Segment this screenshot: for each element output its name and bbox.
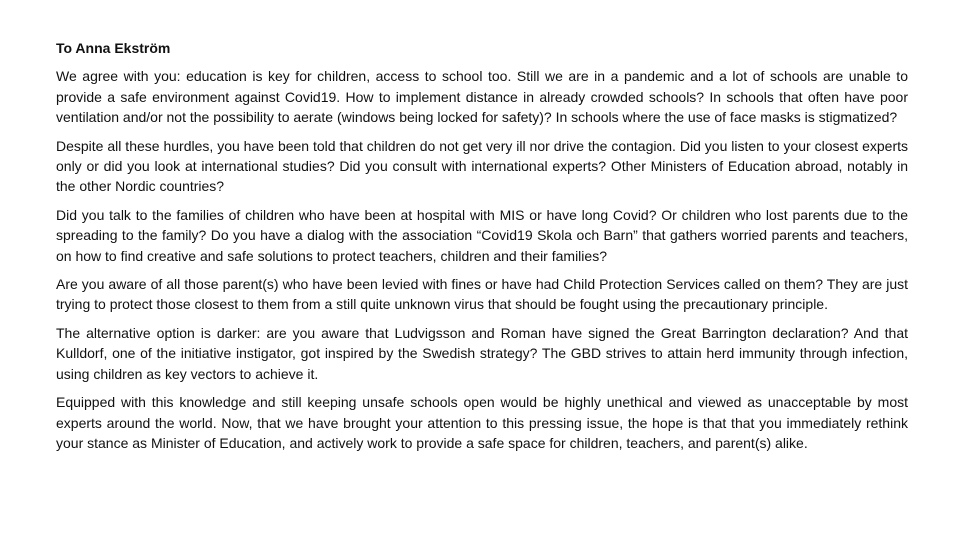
letter-paragraph-4: Are you aware of all those parent(s) who have been levied with fines or have had Child Protection Services called on them? They are just trying to protect those closest to them from a still quite unknown virus that should be fought using the precautionary principle. [56, 276, 908, 313]
letter-paragraph-3: Did you talk to the families of children who have been at hospital with MIS or have long Covid? Or children who lost parents due to the spreading to the family? Do you have a dialog with the association “Covid19 Skola och Barn” that gathers worried parents and teachers, on how to find creative and safe solutions to protect teachers, children and their families? [56, 206, 908, 264]
letter-paragraph-5: The alternative option is darker: are you aware that Ludvigsson and Roman have signed the Great Barrington declaration? And that Kulldorf, one of the initiative instigator, got inspired by the Swedish strategy? The GBD strives to attain herd immunity through infection, using children as key vectors to achieve it. [56, 324, 908, 382]
letter-document [56, 38, 908, 461]
letter-paragraph-2: Despite all these hurdles, you have been told that children do not get very ill nor drive the contagion. Did you listen to your closest experts only or did you look at international studies? Did you consult with international experts? Other Ministers of Education abroad, notably in the other Nordic countries? [56, 137, 908, 195]
letter-paragraph-6: Equipped with this knowledge and still keeping unsafe schools open would be highly unethical and viewed as unacceptable by most experts around the world. Now, that we have brought your attention to this pressing issue, the hope is that that you immediately rethink your stance as Minister of Education, and actively work to provide a safe space for children, teachers, and parent(s) alike. [56, 394, 908, 451]
letter-paragraph-1: We agree with you: education is key for children, access to school too. Still we are in a pandemic and a lot of schools are unable to provide a safe environment against Covid19. How to implement distance in already crowded schools? In schools that often have poor ventilation and/or not the possibility to aerate (windows being locked for safety)? In schools where the use of face masks is stigmatized? [56, 68, 908, 126]
letter-salutation: To Anna Ekström [56, 40, 171, 56]
